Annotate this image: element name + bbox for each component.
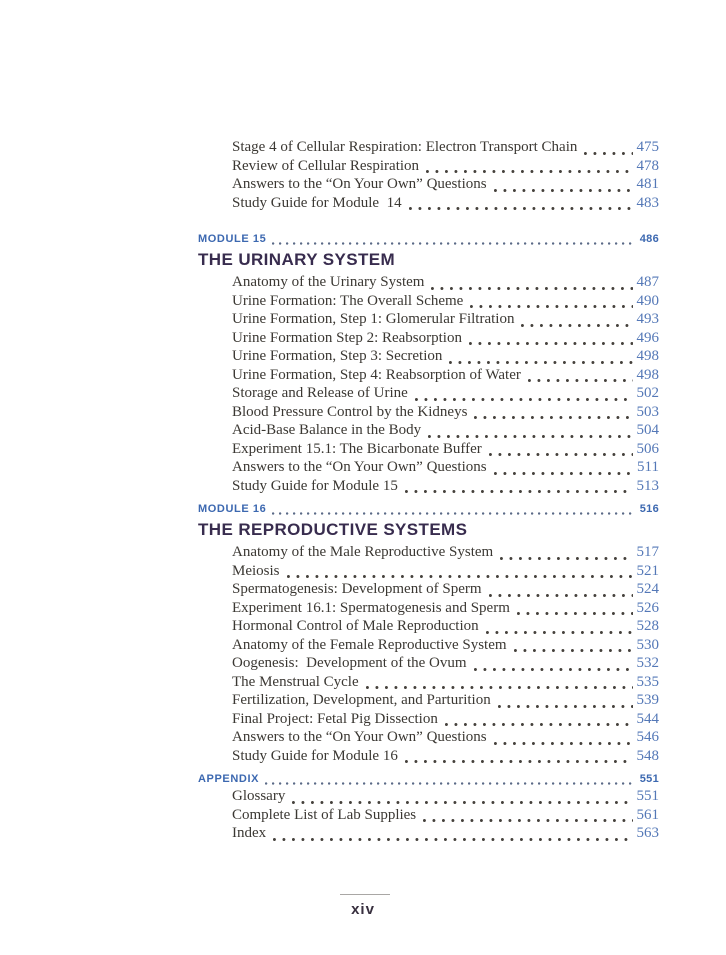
dot-leader bbox=[272, 242, 635, 245]
toc-entry bbox=[198, 348, 659, 367]
entry-page-number: 563 bbox=[636, 825, 659, 841]
entry-label: Study Guide for Module 15 bbox=[232, 477, 398, 494]
toc-entry bbox=[198, 404, 659, 423]
dot-leader bbox=[584, 152, 632, 155]
entry-label: Urine Formation, Step 4: Reabsorption of Water bbox=[232, 366, 521, 383]
dot-leader bbox=[449, 361, 632, 364]
entry-label: The Menstrual Cycle bbox=[232, 673, 359, 690]
entry-label: Answers to the “On Your Own” Questions bbox=[232, 176, 487, 192]
toc-entry bbox=[198, 692, 659, 711]
entry-list bbox=[198, 788, 659, 844]
dot-leader bbox=[474, 668, 633, 671]
toc-entry bbox=[198, 711, 659, 730]
toc-section bbox=[198, 139, 659, 213]
entry-label: Anatomy of the Male Reproductive System bbox=[232, 544, 494, 560]
dot-leader bbox=[405, 490, 633, 493]
entry-page-number: 544 bbox=[636, 710, 659, 727]
dot-leader bbox=[489, 594, 633, 597]
entry-page-number: 511 bbox=[637, 459, 659, 475]
entry-label: Stage 4 of Cellular Respiration: Electron Transport Chain bbox=[232, 139, 578, 155]
entry-list bbox=[198, 274, 659, 496]
dot-leader bbox=[287, 575, 633, 578]
toc-entry bbox=[198, 367, 659, 386]
entry-page-number: 496 bbox=[636, 329, 659, 346]
entry-page-number: 478 bbox=[636, 157, 659, 174]
toc-entry bbox=[198, 825, 659, 844]
entry-page-number: 528 bbox=[636, 618, 659, 634]
entry-label: Storage and Release of Urine bbox=[232, 385, 408, 401]
entry-label: Oogenesis: Development of the Ovum bbox=[232, 655, 467, 671]
toc-section bbox=[198, 503, 659, 766]
entry-list bbox=[198, 139, 659, 213]
entry-page-number: 546 bbox=[636, 729, 659, 745]
entry-label: Fertilization, Development, and Parturition bbox=[232, 692, 491, 708]
entry-page-number: 506 bbox=[636, 440, 659, 457]
dot-leader bbox=[292, 801, 632, 804]
dot-leader bbox=[415, 398, 633, 401]
entry-label: Blood Pressure Control by the Kidneys bbox=[232, 403, 468, 420]
toc-entry bbox=[198, 274, 659, 293]
entry-page-number: 530 bbox=[636, 636, 659, 653]
dot-leader bbox=[272, 512, 635, 515]
module-page-number: 551 bbox=[639, 773, 659, 785]
entry-label: Answers to the “On Your Own” Questions bbox=[232, 459, 487, 475]
module-page-number: 486 bbox=[639, 233, 659, 245]
toc-entry bbox=[198, 158, 659, 177]
dot-leader bbox=[514, 649, 633, 652]
toc-entry bbox=[198, 478, 659, 497]
toc-section bbox=[198, 773, 659, 844]
entry-page-number: 532 bbox=[636, 655, 659, 671]
entry-list bbox=[198, 544, 659, 766]
module-label: APPENDIX bbox=[198, 773, 260, 785]
page-number-footer: xiv bbox=[351, 901, 375, 918]
entry-label: Complete List of Lab Supplies bbox=[232, 806, 417, 823]
entry-page-number: 502 bbox=[636, 385, 659, 401]
entry-label: Study Guide for Module 16 bbox=[232, 747, 398, 764]
module-heading-row bbox=[198, 233, 659, 247]
table-of-contents bbox=[198, 138, 659, 844]
entry-label: Experiment 16.1: Spermatogenesis and Sperm bbox=[232, 599, 510, 616]
module-heading-row bbox=[198, 503, 659, 517]
toc-entry bbox=[198, 176, 659, 195]
toc-entry bbox=[198, 618, 659, 637]
entry-label: Urine Formation Step 2: Reabsorption bbox=[232, 329, 462, 346]
entry-page-number: 483 bbox=[636, 194, 659, 211]
dot-leader bbox=[494, 742, 633, 745]
entry-page-number: 498 bbox=[636, 366, 659, 383]
toc-entry bbox=[198, 637, 659, 656]
dot-leader bbox=[405, 760, 633, 763]
toc-entry bbox=[198, 441, 659, 460]
entry-label: Urine Formation, Step 1: Glomerular Filtration bbox=[232, 311, 515, 327]
toc-entry bbox=[198, 330, 659, 349]
dot-leader bbox=[423, 819, 632, 822]
entry-page-number: 475 bbox=[636, 139, 659, 155]
entry-page-number: 487 bbox=[636, 274, 659, 290]
dot-leader bbox=[500, 557, 632, 560]
entry-page-number: 503 bbox=[636, 403, 659, 420]
entry-page-number: 524 bbox=[636, 581, 659, 597]
toc-entry bbox=[198, 748, 659, 767]
dot-leader bbox=[521, 324, 632, 327]
entry-label: Urine Formation: The Overall Scheme bbox=[232, 292, 464, 309]
toc-entry bbox=[198, 385, 659, 404]
entry-page-number: 517 bbox=[636, 544, 659, 560]
section-title: THE URINARY SYSTEM bbox=[198, 250, 396, 269]
dot-leader bbox=[265, 782, 636, 785]
toc-entry bbox=[198, 581, 659, 600]
toc-entry bbox=[198, 729, 659, 748]
dot-leader bbox=[428, 435, 632, 438]
entry-page-number: 539 bbox=[636, 692, 659, 708]
entry-page-number: 481 bbox=[636, 176, 659, 192]
dot-leader bbox=[474, 416, 632, 419]
module-heading-row bbox=[198, 773, 659, 787]
entry-page-number: 498 bbox=[636, 348, 659, 364]
entry-page-number: 513 bbox=[636, 477, 659, 494]
entry-label: Urine Formation, Step 3: Secretion bbox=[232, 348, 443, 364]
section-title: THE REPRODUCTIVE SYSTEMS bbox=[198, 520, 468, 539]
toc-entry bbox=[198, 311, 659, 330]
toc-entry bbox=[198, 563, 659, 582]
dot-leader bbox=[409, 207, 633, 210]
toc-entry bbox=[198, 293, 659, 312]
entry-label: Anatomy of the Urinary System bbox=[232, 274, 425, 290]
module-label: MODULE 16 bbox=[198, 503, 267, 515]
entry-label: Study Guide for Module 14 bbox=[232, 194, 402, 211]
entry-page-number: 493 bbox=[636, 311, 659, 327]
entry-page-number: 490 bbox=[636, 292, 659, 309]
entry-page-number: 521 bbox=[636, 562, 659, 579]
toc-entry bbox=[198, 139, 659, 158]
toc-entry bbox=[198, 195, 659, 214]
entry-label: Anatomy of the Female Reproductive System bbox=[232, 636, 507, 653]
dot-leader bbox=[470, 305, 632, 308]
dot-leader bbox=[486, 631, 633, 634]
dot-leader bbox=[469, 342, 633, 345]
toc-entry bbox=[198, 422, 659, 441]
toc-entry bbox=[198, 544, 659, 563]
module-page-number: 516 bbox=[639, 503, 659, 515]
dot-leader bbox=[494, 189, 633, 192]
entry-label: Acid-Base Balance in the Body bbox=[232, 422, 422, 438]
dot-leader bbox=[528, 379, 633, 382]
dot-leader bbox=[426, 170, 632, 173]
dot-leader bbox=[431, 287, 632, 290]
toc-entry bbox=[198, 674, 659, 693]
toc-section bbox=[198, 233, 659, 496]
dot-leader bbox=[494, 472, 633, 475]
dot-leader bbox=[517, 612, 633, 615]
toc-entry bbox=[198, 655, 659, 674]
entry-page-number: 551 bbox=[636, 788, 659, 804]
entry-label: Review of Cellular Respiration bbox=[232, 157, 420, 174]
module-label: MODULE 15 bbox=[198, 233, 267, 245]
entry-label: Answers to the “On Your Own” Questions bbox=[232, 729, 487, 745]
entry-page-number: 548 bbox=[636, 747, 659, 764]
footer-rule bbox=[340, 894, 390, 895]
entry-page-number: 526 bbox=[636, 599, 659, 616]
toc-entry bbox=[198, 459, 659, 478]
dot-leader bbox=[489, 453, 633, 456]
entry-label: Meiosis bbox=[232, 562, 280, 579]
entry-label: Experiment 15.1: The Bicarbonate Buffer bbox=[232, 440, 482, 457]
entry-page-number: 535 bbox=[636, 673, 659, 690]
toc-entry bbox=[198, 600, 659, 619]
dot-leader bbox=[445, 723, 633, 726]
entry-label: Hormonal Control of Male Reproduction bbox=[232, 618, 479, 634]
toc-entry bbox=[198, 788, 659, 807]
entry-label: Final Project: Fetal Pig Dissection bbox=[232, 710, 438, 727]
dot-leader bbox=[273, 838, 632, 841]
entry-label: Spermatogenesis: Development of Sperm bbox=[232, 581, 482, 597]
entry-label: Index bbox=[232, 825, 267, 841]
entry-label: Glossary bbox=[232, 788, 286, 804]
entry-page-number: 561 bbox=[636, 806, 659, 823]
toc-entry bbox=[198, 807, 659, 826]
entry-page-number: 504 bbox=[636, 422, 659, 438]
dot-leader bbox=[498, 705, 633, 708]
dot-leader bbox=[366, 686, 633, 689]
